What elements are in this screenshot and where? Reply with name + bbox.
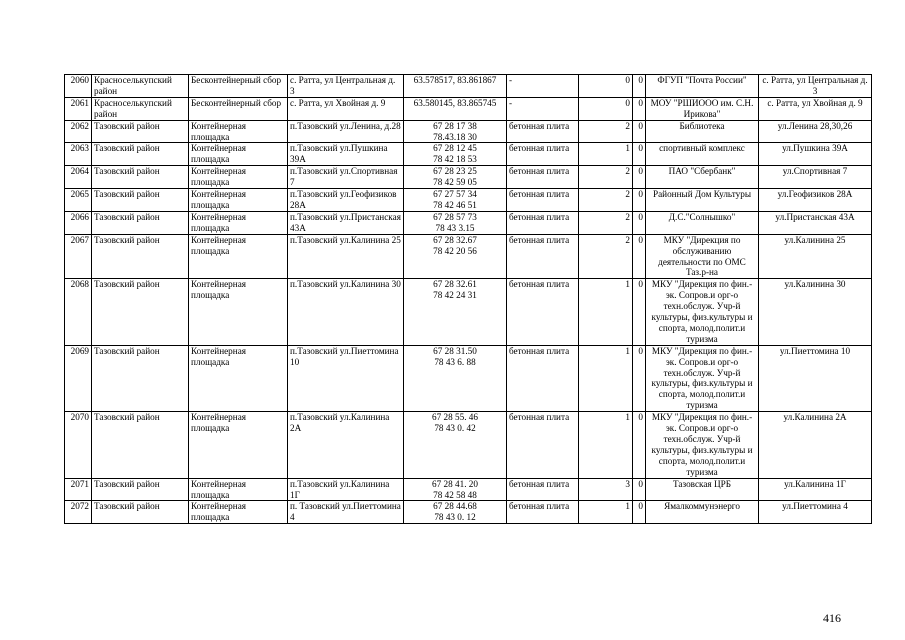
page-number: 416: [823, 611, 841, 625]
cell-surface-type: бетонная плита: [507, 478, 579, 501]
cell-organization-address: ул.Калинина 2А: [759, 412, 872, 478]
cell-address: с. Ратта, ул Хвойная д. 9: [288, 97, 404, 120]
cell-address: п. Тазовский ул.Пиеттомина 4: [288, 501, 404, 524]
cell-coordinates: 67 28 32.61 78 42 24 31: [404, 279, 507, 345]
cell-district: Тазовский район: [92, 189, 189, 212]
cell-container-count: 1: [579, 279, 633, 345]
cell-coordinates: 67 27 57 34 78 42 46 51: [404, 189, 507, 212]
table-row: [65, 75, 872, 98]
cell-organization-address: с. Ратта, ул Хвойная д. 9: [759, 97, 872, 120]
cell-collection-type: Контейнерная площадка: [189, 143, 288, 166]
cell-row-number: 2065: [65, 189, 92, 212]
cell-organization-address: ул.Калинина 1Г: [759, 478, 872, 501]
cell-district: Тазовский район: [92, 345, 189, 411]
cell-district: Тазовский район: [92, 478, 189, 501]
cell-organization: МКУ "Дирекция по фин.-эк. Сопров.и орг-о техн.обслуж. Учр-й культуры, физ.культуры и спорта, молод.полит.и туризма: [646, 345, 759, 411]
table-row: [65, 345, 872, 411]
cell-organization-address: ул.Пиеттомина 10: [759, 345, 872, 411]
cell-organization: Тазовская ЦРБ: [646, 478, 759, 501]
cell-address: п.Тазовский ул.Пиеттомина 10: [288, 345, 404, 411]
cell-coordinates: 67 28 55. 46 78 43 0. 42: [404, 412, 507, 478]
cell-row-number: 2064: [65, 166, 92, 189]
cell-organization: ФГУП "Почта России": [646, 75, 759, 98]
cell-container-count: 3: [579, 478, 633, 501]
cell-container-count: 2: [579, 211, 633, 234]
cell-coordinates: 67 28 17 38 78.43.18 30: [404, 120, 507, 143]
cell-row-number: 2071: [65, 478, 92, 501]
cell-volume: 0: [633, 478, 646, 501]
cell-coordinates: 67 28 44.68 78 43 0. 12: [404, 501, 507, 524]
cell-row-number: 2061: [65, 97, 92, 120]
cell-address: п.Тазовский ул.Калинина 1Г: [288, 478, 404, 501]
cell-surface-type: -: [507, 97, 579, 120]
table-row: [65, 412, 872, 478]
cell-surface-type: бетонная плита: [507, 412, 579, 478]
cell-volume: 0: [633, 166, 646, 189]
cell-collection-type: Контейнерная площадка: [189, 279, 288, 345]
cell-collection-type: Контейнерная площадка: [189, 120, 288, 143]
cell-surface-type: бетонная плита: [507, 279, 579, 345]
cell-organization: ПАО "Сбербанк": [646, 166, 759, 189]
cell-coordinates: 67 28 12 45 78 42 18 53: [404, 143, 507, 166]
table-row: [65, 166, 872, 189]
cell-address: п.Тазовский ул.Пушкина 39А: [288, 143, 404, 166]
cell-surface-type: бетонная плита: [507, 501, 579, 524]
cell-volume: 0: [633, 189, 646, 212]
cell-organization-address: ул.Пиеттомина 4: [759, 501, 872, 524]
cell-collection-type: Контейнерная площадка: [189, 412, 288, 478]
cell-collection-type: Контейнерная площадка: [189, 189, 288, 212]
table-row: [65, 501, 872, 524]
waste-sites-table: [64, 74, 872, 524]
cell-collection-type: Бесконтейнерный сбор: [189, 97, 288, 120]
cell-district: Красноселькупский район: [92, 75, 189, 98]
cell-coordinates: 63.580145, 83.865745: [404, 97, 507, 120]
cell-organization: Д.С."Солнышко": [646, 211, 759, 234]
cell-row-number: 2068: [65, 279, 92, 345]
cell-coordinates: 67 28 57 73 78 43 3.15: [404, 211, 507, 234]
cell-organization-address: ул.Геофизиков 28А: [759, 189, 872, 212]
cell-organization-address: с. Ратта, ул Центральная д. 3: [759, 75, 872, 98]
cell-surface-type: бетонная плита: [507, 166, 579, 189]
cell-surface-type: бетонная плита: [507, 211, 579, 234]
cell-volume: 0: [633, 279, 646, 345]
table-row: [65, 189, 872, 212]
cell-surface-type: -: [507, 75, 579, 98]
cell-district: Красноселькупский район: [92, 97, 189, 120]
cell-district: Тазовский район: [92, 279, 189, 345]
cell-coordinates: 67 28 31.50 78 43 6. 88: [404, 345, 507, 411]
cell-organization-address: ул.Спортивная 7: [759, 166, 872, 189]
cell-collection-type: Контейнерная площадка: [189, 166, 288, 189]
cell-container-count: 1: [579, 143, 633, 166]
cell-coordinates: 67 28 32.67 78 42 20 56: [404, 234, 507, 279]
cell-container-count: 1: [579, 412, 633, 478]
cell-organization: МОУ "РШИООО им. С.Н. Ирикова": [646, 97, 759, 120]
cell-coordinates: 67 28 23 25 78 42 59 05: [404, 166, 507, 189]
cell-container-count: 1: [579, 345, 633, 411]
cell-volume: 0: [633, 501, 646, 524]
cell-organization-address: ул.Пушкина 39А: [759, 143, 872, 166]
table-row: [65, 143, 872, 166]
table-row: [65, 211, 872, 234]
table-row: [65, 234, 872, 279]
cell-container-count: 2: [579, 234, 633, 279]
cell-surface-type: бетонная плита: [507, 143, 579, 166]
cell-collection-type: Контейнерная площадка: [189, 478, 288, 501]
table-row: [65, 279, 872, 345]
cell-organization: Районный Дом Культуры: [646, 189, 759, 212]
cell-row-number: 2072: [65, 501, 92, 524]
cell-address: п.Тазовский ул.Пристанская 43А: [288, 211, 404, 234]
cell-surface-type: бетонная плита: [507, 345, 579, 411]
table-row: [65, 478, 872, 501]
cell-coordinates: 63.578517, 83.861867: [404, 75, 507, 98]
cell-row-number: 2070: [65, 412, 92, 478]
cell-organization-address: ул.Калинина 25: [759, 234, 872, 279]
cell-organization: спортивный комплекс: [646, 143, 759, 166]
cell-surface-type: бетонная плита: [507, 234, 579, 279]
cell-row-number: 2062: [65, 120, 92, 143]
cell-container-count: 0: [579, 75, 633, 98]
cell-volume: 0: [633, 234, 646, 279]
cell-district: Тазовский район: [92, 143, 189, 166]
cell-surface-type: бетонная плита: [507, 120, 579, 143]
cell-district: Тазовский район: [92, 211, 189, 234]
cell-collection-type: Бесконтейнерный сбор: [189, 75, 288, 98]
cell-collection-type: Контейнерная площадка: [189, 501, 288, 524]
cell-row-number: 2069: [65, 345, 92, 411]
cell-organization: МКУ "Дирекция по фин.-эк. Сопров.и орг-о техн.обслуж. Учр-й культуры, физ.культуры и спорта, молод.полит.и туризма: [646, 412, 759, 478]
cell-address: п.Тазовский ул.Спортивная 7: [288, 166, 404, 189]
cell-container-count: 2: [579, 120, 633, 143]
cell-collection-type: Контейнерная площадка: [189, 211, 288, 234]
cell-address: п.Тазовский ул.Ленина, д.28: [288, 120, 404, 143]
cell-volume: 0: [633, 75, 646, 98]
cell-row-number: 2067: [65, 234, 92, 279]
cell-row-number: 2066: [65, 211, 92, 234]
cell-surface-type: бетонная плита: [507, 189, 579, 212]
cell-address: с. Ратта, ул Центральная д. 3: [288, 75, 404, 98]
cell-collection-type: Контейнерная площадка: [189, 345, 288, 411]
table-row: [65, 97, 872, 120]
cell-organization: МКУ "Дирекция по обслуживанию деятельности по ОМС Таз.р-на: [646, 234, 759, 279]
cell-container-count: 2: [579, 189, 633, 212]
cell-district: Тазовский район: [92, 234, 189, 279]
cell-district: Тазовский район: [92, 501, 189, 524]
cell-container-count: 2: [579, 166, 633, 189]
cell-address: п.Тазовский ул.Калинина 2А: [288, 412, 404, 478]
cell-organization: МКУ "Дирекция по фин.-эк. Сопров.и орг-о техн.обслуж. Учр-й культуры, физ.культуры и спорта, молод.полит.и туризма: [646, 279, 759, 345]
cell-organization: Ямалкоммунэнерго: [646, 501, 759, 524]
cell-address: п.Тазовский ул.Геофизиков 28А: [288, 189, 404, 212]
cell-volume: 0: [633, 211, 646, 234]
cell-volume: 0: [633, 412, 646, 478]
cell-row-number: 2060: [65, 75, 92, 98]
cell-district: Тазовский район: [92, 412, 189, 478]
cell-container-count: 0: [579, 97, 633, 120]
cell-volume: 0: [633, 97, 646, 120]
cell-volume: 0: [633, 120, 646, 143]
cell-collection-type: Контейнерная площадка: [189, 234, 288, 279]
cell-organization-address: ул.Калинина 30: [759, 279, 872, 345]
cell-address: п.Тазовский ул.Калинина 25: [288, 234, 404, 279]
cell-organization: Библиотека: [646, 120, 759, 143]
cell-volume: 0: [633, 345, 646, 411]
cell-organization-address: ул.Пристанская 43А: [759, 211, 872, 234]
cell-organization-address: ул.Ленина 28,30,26: [759, 120, 872, 143]
cell-row-number: 2063: [65, 143, 92, 166]
cell-coordinates: 67 28 41. 20 78 42 58 48: [404, 478, 507, 501]
cell-district: Тазовский район: [92, 166, 189, 189]
cell-container-count: 1: [579, 501, 633, 524]
cell-volume: 0: [633, 143, 646, 166]
cell-address: п.Тазовский ул.Калинина 30: [288, 279, 404, 345]
table-row: [65, 120, 872, 143]
cell-district: Тазовский район: [92, 120, 189, 143]
